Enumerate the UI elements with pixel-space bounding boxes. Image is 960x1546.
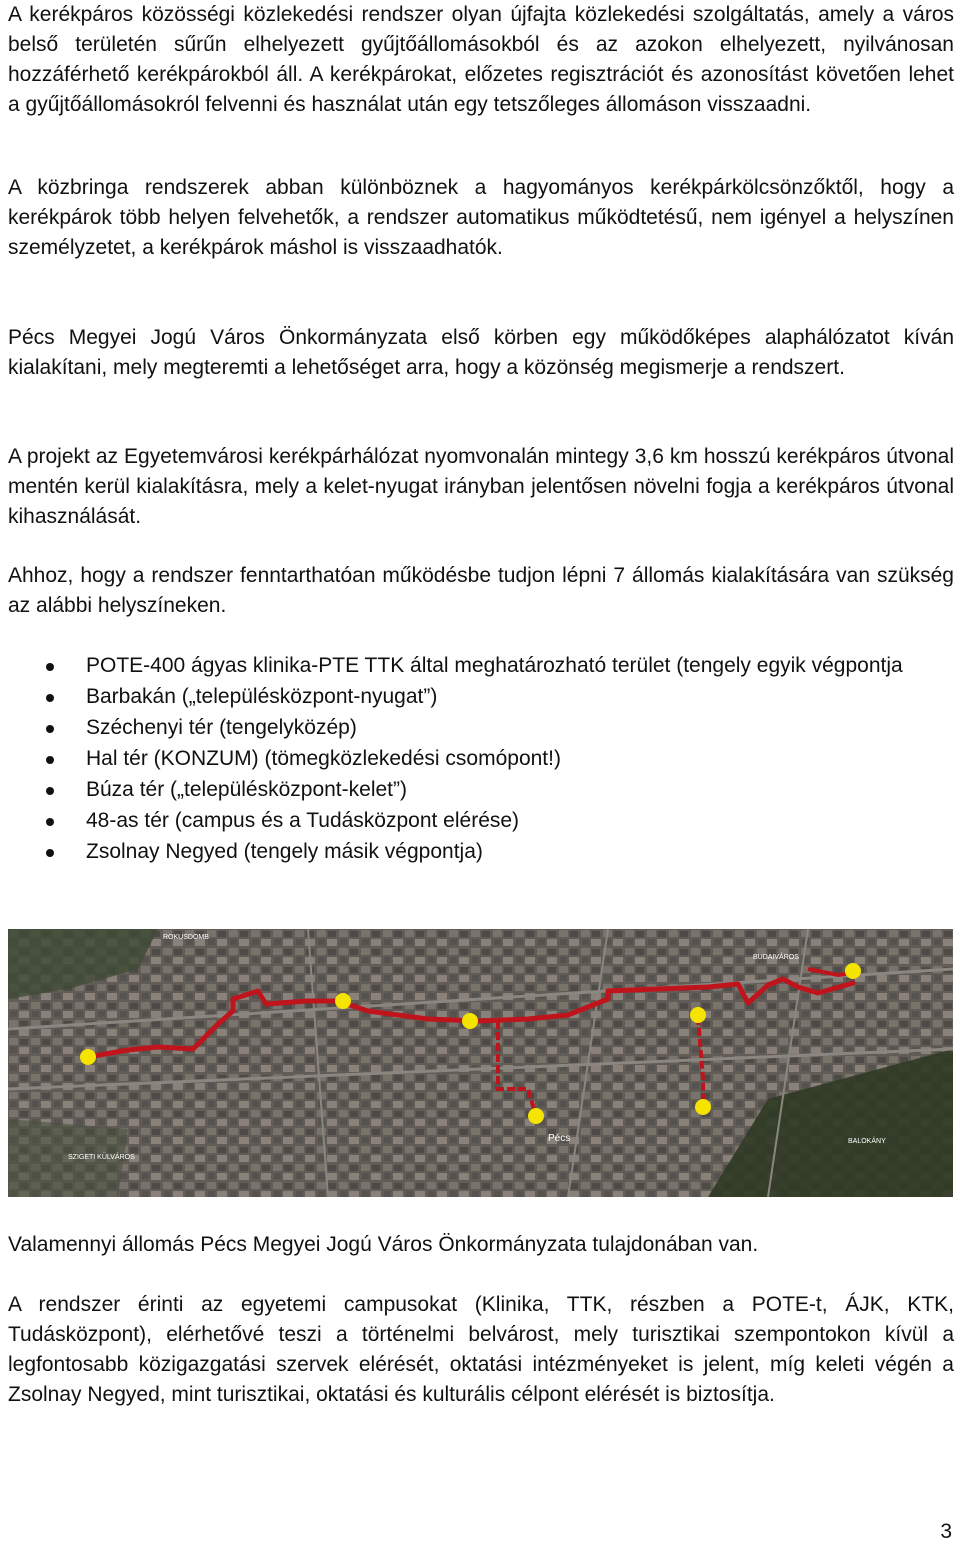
- station-label: Hal tér (KONZUM) (tömegközlekedési csomópont!): [86, 747, 561, 770]
- paragraph-intro: A kerékpáros közösségi közlekedési rendszer olyan újfajta közlekedési szolgáltatás, amely a város belső területén sűrűn elhelyezett gyűjtőállomásokból és az azokon elhelyezett, nyilvánosan hozzáférhető kerékpárokból áll. A kerékpárokat, előzetes regisztrációt és azonosítást követően lehet a gyűjtőállomásokról felvenni és használat után egy tetszőleges állomáson visszaadni.: [8, 3, 954, 116]
- station-label: Búza tér („településközpont-kelet”): [86, 778, 407, 801]
- page-number: 3: [940, 1520, 952, 1543]
- list-item: [8, 682, 954, 712]
- paragraph-campus: A rendszer érinti az egyetemi campusokat (Klinika, TTK, részben a POTE-t, ÁJK, KTK, Tudásközpont), elérhetővé teszi a történelmi belvárost, mely turisztikai szempontokon kívül a legfontosabb közigazgatási szervek elérését, oktatási intézményeket is jelent, míg keleti végén a Zsolnay Negyed, mint turisztikai, oktatási és kulturális célpont elérését is biztosítja.: [8, 1293, 954, 1406]
- station-label: 48-as tér (campus és a Tudásközpont elérése): [86, 809, 520, 832]
- station-marker: [690, 1007, 706, 1023]
- bullet-icon: [46, 694, 54, 702]
- station-list: [8, 651, 954, 868]
- station-marker: [845, 963, 861, 979]
- station-label: Zsolnay Negyed (tengely másik végpontja): [86, 840, 483, 863]
- station-marker: [335, 993, 351, 1009]
- station-marker: [695, 1099, 711, 1115]
- map-label: ROKUSDOMB: [163, 934, 209, 941]
- map-svg: [8, 929, 953, 1197]
- list-item: [8, 651, 954, 681]
- bullet-icon: [46, 849, 54, 857]
- bullet-icon: [46, 787, 54, 795]
- list-item: [8, 837, 954, 867]
- station-marker: [528, 1108, 544, 1124]
- bullet-icon: [46, 818, 54, 826]
- paragraph-kozbringa: A közbringa rendszerek abban különböznek a hagyományos kerékpárkölcsönzőktől, hogy a kerékpárok több helyen felvehetők, a rendszer automatikus működtetésű, nem igényel a helyszínen személyzetet, a kerékpárok máshol is visszaadhatók.: [8, 176, 954, 259]
- list-item: [8, 744, 954, 774]
- station-marker: [80, 1049, 96, 1065]
- list-item: [8, 713, 954, 743]
- station-label: Széchenyi tér (tengelyközép): [86, 716, 357, 739]
- list-item: [8, 806, 954, 836]
- paragraph-onkormanyzat: Pécs Megyei Jogú Város Önkormányzata első körben egy működőképes alaphálózatot kíván kialakítani, mely megteremti a lehetőséget arra, hogy a közönség megismerje a rendszert.: [8, 326, 954, 379]
- map-label: Pécs: [548, 1133, 571, 1144]
- paragraph-tulajdon: Valamennyi állomás Pécs Megyei Jogú Város Önkormányzata tulajdonában van.: [8, 1233, 759, 1256]
- map-label: BUDAIVÁROS: [753, 954, 799, 961]
- paragraph-projekt: A projekt az Egyetemvárosi kerékpárhálózat nyomvonalán mintegy 3,6 km hosszú kerékpáros útvonal mentén kerül kialakításra, mely a kelet-nyugat irányban jelentősen növelni fogja a kerékpáros útvonal kihasználását.: [8, 445, 954, 528]
- bullet-icon: [46, 725, 54, 733]
- map-label: SZIGETI KÜLVÁROS: [68, 1154, 135, 1161]
- station-label: Barbakán („településközpont-nyugat”): [86, 685, 438, 708]
- map-label: BALOKÁNY: [848, 1138, 886, 1145]
- bullet-icon: [46, 663, 54, 671]
- list-item: [8, 775, 954, 805]
- station-marker: [462, 1013, 478, 1029]
- bullet-icon: [46, 756, 54, 764]
- paragraph-allomasok: Ahhoz, hogy a rendszer fenntarthatóan működésbe tudjon lépni 7 állomás kialakítására van szükség az alábbi helyszíneken.: [8, 564, 954, 617]
- route-map: [8, 929, 953, 1197]
- station-label: POTE-400 ágyas klinika-PTE TTK által meghatározható terület (tengely egyik végpontja: [86, 654, 903, 677]
